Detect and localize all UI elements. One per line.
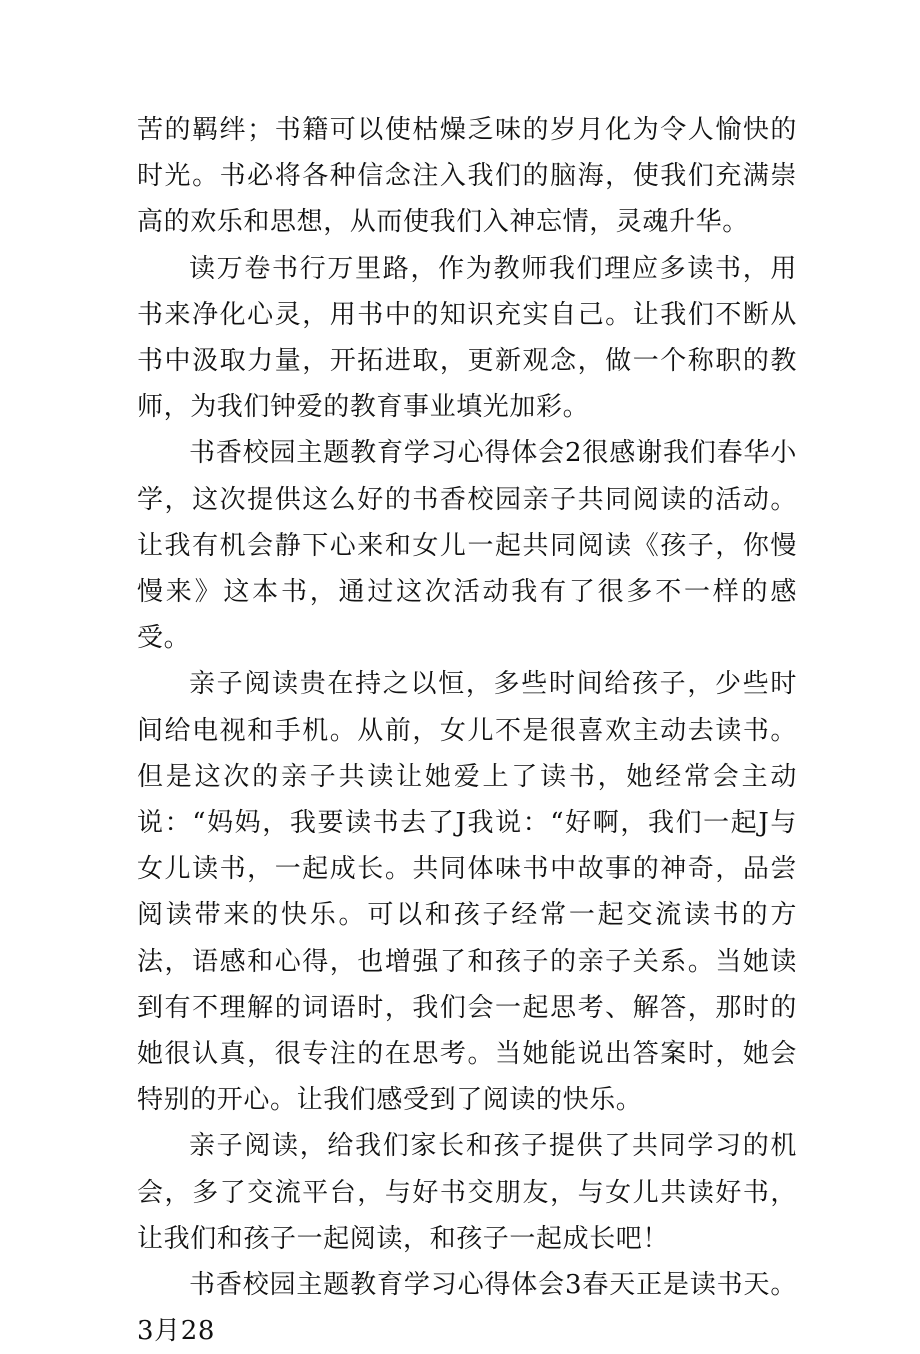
document-body [137,107,797,1354]
paragraph-parent-child-reading: 亲子阅读贵在持之以恒，多些时间给孩子，少些时间给电视和手机。从前，女儿不是很喜欢主动去读书。但是这次的亲子共读让她爱上了读书，她经常会主动说：“妈妈，我要读书去了J我说：“好啊，我们一起J与女儿读书，一起成长。共同体味书中故事的神奇，品尝阅读带来的快乐。可以和孩子经常一起交流读书的方法，语感和心得，也增强了和孩子的亲子关系。当她读到有不理解的词语时，我们会一起思考、解答，那时的她很认真，很专注的在思考。当她能说出答案时，她会特别的开心。让我们感受到了阅读的快乐。 [137,669,797,1116]
paragraph-reflection-3-intro: 书香校园主题教育学习心得体会3春天正是读书天。3月28 [137,1270,797,1347]
paragraph-reflection-2-intro: 书香校园主题教育学习心得体会2很感谢我们春华小学，这次提供这么好的书香校园亲子共同阅读的活动。让我有机会静下心来和女儿一起共同阅读《孩子，你慢慢来》这本书，通过这次活动我有了很多不一样的感受。 [137,438,797,654]
paragraph-growing-together: 亲子阅读，给我们家长和孩子提供了共同学习的机会，多了交流平台，与好书交朋友，与女儿共读好书，让我们和孩子一起阅读，和孩子一起成长吧！ [137,1131,797,1254]
paragraph-continuation: 苦的羁绊；书籍可以使枯燥乏味的岁月化为令人愉快的时光。书必将各种信念注入我们的脑海，使我们充满崇高的欢乐和思想，从而使我们入神忘情，灵魂升华。 [137,115,797,238]
paragraph-reading-teachers: 读万卷书行万里路，作为教师我们理应多读书，用书来净化心灵，用书中的知识充实自己。让我们不断从书中汲取力量，开拓进取，更新观念，做一个称职的教师，为我们钟爱的教育事业填光加彩。 [137,253,797,423]
